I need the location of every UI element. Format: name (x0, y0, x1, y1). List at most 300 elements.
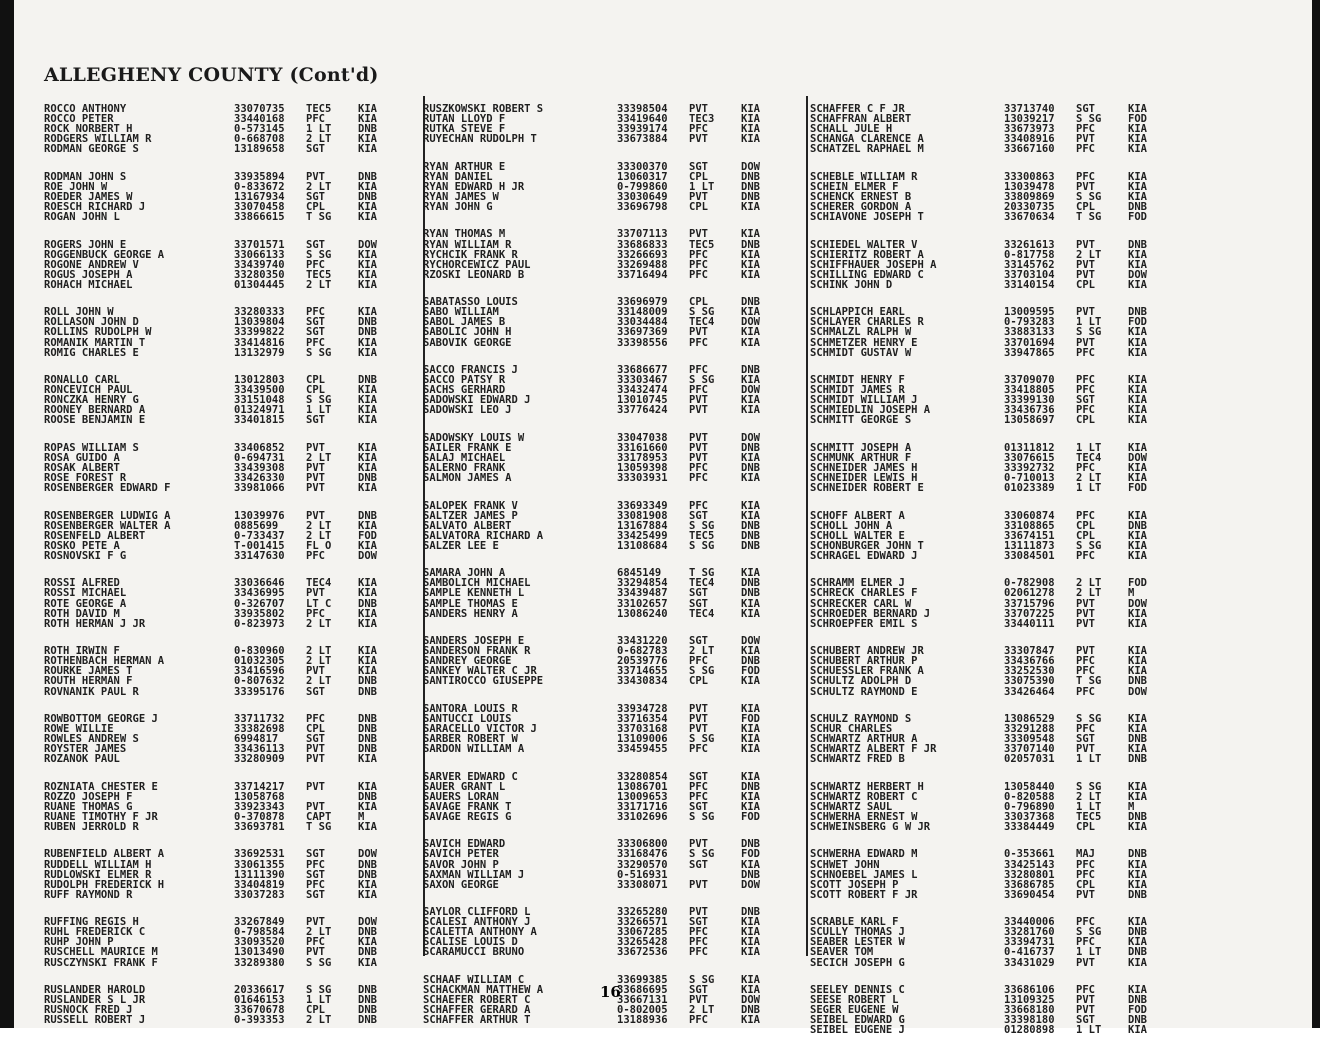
entry-name: ROTH HERMAN J JR (44, 617, 146, 630)
entry-rank: T SG (689, 567, 715, 580)
entry-rank: PFC (1076, 983, 1095, 996)
roster-group (44, 714, 414, 764)
entry-serial-number: 0-793283 (1004, 316, 1055, 329)
entry-serial-number: 33148009 (617, 306, 668, 319)
entry-name: SECICH JOSEPH G (810, 956, 905, 969)
entry-name: ROLLASON JOHN D (44, 316, 139, 329)
entry-rank: PFC (1076, 509, 1095, 522)
roster-group (810, 646, 1180, 696)
entry-rank: PFC (306, 549, 325, 562)
entry-rank: SGT (689, 983, 708, 996)
roster-group (423, 501, 795, 551)
roster-group (810, 917, 1180, 967)
entry-serial-number: 33036646 (234, 577, 285, 590)
entry-serial-number: 13109325 (1004, 994, 1055, 1007)
entry-name: ROGERS JOHN E (44, 238, 127, 251)
entry-status: KIA (741, 228, 760, 241)
entry-name: ROYSTER JAMES (44, 743, 127, 756)
entry-rank: PFC (306, 712, 325, 725)
roster-entry (44, 676, 414, 686)
entry-rank: PVT (1076, 597, 1095, 610)
entry-name: SCHIFFHAUER JOSEPH A (810, 258, 937, 271)
entry-rank: PFC (1076, 549, 1095, 562)
roster-group (810, 849, 1180, 899)
entry-rank: PFC (689, 363, 708, 376)
entry-name: SAUERS LORAN (423, 790, 499, 803)
entry-rank: PVT (689, 190, 708, 203)
entry-name: RUSCHELL MAURICE M (44, 946, 158, 959)
entry-status: FOD (1128, 113, 1147, 126)
entry-name: SARDON WILLIAM A (423, 743, 525, 756)
entry-name: RODMAN GEORGE S (44, 143, 139, 156)
roster-entry (810, 415, 1180, 425)
entry-status: DOW (741, 316, 760, 329)
entry-rank: 1 LT (1076, 753, 1102, 766)
entry-name: SCHWARTZ SAUL (810, 800, 893, 813)
entry-name: ROSENBERGER LUDWIG A (44, 509, 171, 522)
entry-status: KIA (358, 936, 377, 949)
entry-name: SALVATORA RICHARD A (423, 529, 544, 542)
entry-status: DOW (1128, 451, 1147, 464)
entry-name: SCHMALZL RALPH W (810, 326, 912, 339)
entry-serial-number: 33267849 (234, 916, 285, 929)
entry-serial-number: 33686106 (1004, 983, 1055, 996)
roster-entry (810, 551, 1180, 561)
entry-rank: PFC (689, 946, 708, 959)
entry-name: SCALISE LOUIS D (423, 936, 518, 949)
entry-name: SANTIROCCO GIUSEPPE (423, 675, 544, 688)
entry-serial-number: 33673884 (617, 133, 668, 146)
entry-serial-number: 33281760 (1004, 926, 1055, 939)
entry-status: DNB (358, 685, 377, 698)
entry-rank: S SG (689, 848, 715, 861)
entry-name: SCHROEDER BERNARD J (810, 607, 931, 620)
entry-status: DNB (1128, 675, 1147, 688)
left-scan-border (0, 0, 14, 1028)
entry-rank: PFC (689, 258, 708, 271)
entry-name: SANKEY WALTER C JR (423, 665, 537, 678)
roster-entry (423, 134, 795, 144)
entry-serial-number: 0-782908 (1004, 577, 1055, 590)
entry-rank: SGT (306, 190, 325, 203)
entry-name: SAXMAN WILLIAM J (423, 868, 525, 881)
entry-rank: PVT (306, 509, 325, 522)
entry-name: ROSE FOREST R (44, 472, 127, 485)
entry-status: KIA (358, 451, 377, 464)
entry-status: KIA (1128, 712, 1147, 725)
entry-name: ROSNOVSKI F G (44, 549, 127, 562)
entry-rank: PVT (689, 702, 708, 715)
entry-serial-number: 33686785 (1004, 878, 1055, 891)
entry-rank: PFC (306, 936, 325, 949)
entry-name: RUDLOWSKI ELMER R (44, 868, 152, 881)
entry-name: SEIBEL EDWARD G (810, 1014, 905, 1027)
entry-serial-number: 33280801 (1004, 868, 1055, 881)
entry-status: KIA (1128, 607, 1147, 620)
entry-serial-number: 33693781 (234, 821, 285, 834)
entry-rank: PVT (1076, 133, 1095, 146)
entry-status: DNB (358, 472, 377, 485)
entry-status: KIA (1128, 123, 1147, 136)
entry-status: DNB (358, 733, 377, 746)
roster-entry (423, 676, 795, 686)
entry-serial-number: 20539776 (617, 655, 668, 668)
entry-name: SEIBEL EUGENE J (810, 1024, 905, 1037)
entry-status: DOW (1128, 268, 1147, 281)
entry-rank: CPL (306, 1004, 325, 1017)
entry-name: SEABER LESTER W (810, 936, 905, 949)
entry-serial-number: 01324971 (234, 404, 285, 417)
entry-name: RUDOLPH FREDERICK H (44, 878, 165, 891)
entry-rank: PFC (1076, 858, 1095, 871)
entry-status: KIA (741, 1014, 760, 1027)
entry-name: SCHMIDT WILLIAM J (810, 394, 918, 407)
entry-status: KIA (1128, 278, 1147, 291)
entry-name: SALOPEK FRANK V (423, 499, 518, 512)
entry-rank: PFC (689, 655, 708, 668)
entry-rank: SGT (689, 597, 708, 610)
roster-group (423, 907, 795, 957)
entry-status: KIA (1128, 190, 1147, 203)
entry-status: KIA (358, 607, 377, 620)
entry-serial-number: 33707140 (1004, 743, 1055, 756)
entry-rank: PVT (306, 587, 325, 600)
entry-serial-number: 33701571 (234, 238, 285, 251)
entry-name: RUANE TIMOTHY F JR (44, 810, 158, 823)
entry-rank: SGT (689, 635, 708, 648)
entry-serial-number: 33280854 (617, 770, 668, 783)
entry-name: SCHAAF WILLIAM C (423, 973, 525, 986)
entry-serial-number: 33776424 (617, 404, 668, 417)
entry-status: DNB (741, 296, 760, 309)
entry-status: KIA (358, 113, 377, 126)
entry-serial-number: 33401815 (234, 414, 285, 427)
entry-name: SEGER EUGENE W (810, 1004, 899, 1017)
entry-rank: S SG (1076, 926, 1102, 939)
entry-rank: PFC (689, 462, 708, 475)
entry-serial-number: 33699385 (617, 973, 668, 986)
entry-status: KIA (1128, 617, 1147, 630)
entry-serial-number: 33883133 (1004, 326, 1055, 339)
entry-status: KIA (358, 394, 377, 407)
entry-serial-number: 0-416737 (1004, 946, 1055, 959)
entry-serial-number: 33070458 (234, 201, 285, 214)
entry-rank: 1 LT (1076, 316, 1102, 329)
entry-serial-number: 0-733437 (234, 529, 285, 542)
entry-serial-number: 33266571 (617, 916, 668, 929)
entry-rank: PVT (306, 780, 325, 793)
entry-serial-number: 33093520 (234, 936, 285, 949)
entry-rank: PFC (689, 248, 708, 261)
entry-rank: PFC (689, 268, 708, 281)
entry-rank: PVT (306, 753, 325, 766)
entry-rank: SGT (306, 848, 325, 861)
entry-status: DNB (1128, 994, 1147, 1007)
entry-status: KIA (741, 800, 760, 813)
entry-status: KIA (358, 821, 377, 834)
entry-rank: TEC5 (1076, 810, 1102, 823)
entry-rank: SGT (689, 916, 708, 929)
entry-rank: PVT (689, 994, 708, 1007)
entry-name: SCHULZ RAYMOND S (810, 712, 912, 725)
roster-group (810, 240, 1180, 290)
entry-rank: PFC (1076, 665, 1095, 678)
entry-name: SCHWET JOHN (810, 858, 880, 871)
entry-status: KIA (741, 645, 760, 658)
entry-serial-number: 33280909 (234, 753, 285, 766)
entry-serial-number: 33076615 (1004, 451, 1055, 464)
entry-name: SABOLIC JOHN H (423, 326, 512, 339)
entry-name: SALZER LEE E (423, 539, 499, 552)
roster-group (44, 578, 414, 628)
entry-status: KIA (741, 790, 760, 803)
entry-name: ROCCO ANTHONY (44, 103, 127, 115)
entry-name: RUHP JOHN P (44, 936, 114, 949)
entry-name: RUSNOCK FRED J (44, 1004, 133, 1017)
entry-rank: PVT (689, 451, 708, 464)
roster-entry (423, 270, 795, 280)
entry-status: KIA (358, 665, 377, 678)
entry-serial-number: 0-393353 (234, 1014, 285, 1027)
roster-entry (810, 619, 1180, 629)
entry-serial-number: 33707225 (1004, 607, 1055, 620)
entry-rank: PVT (1076, 607, 1095, 620)
entry-serial-number: 33171716 (617, 800, 668, 813)
entry-serial-number: 33426464 (1004, 685, 1055, 698)
entry-serial-number: 0-798584 (234, 926, 285, 939)
entry-rank: CPL (1076, 529, 1095, 542)
entry-rank: S SG (1076, 712, 1102, 725)
entry-rank: 2 LT (1076, 790, 1102, 803)
entry-serial-number: 01304445 (234, 278, 285, 291)
entry-status: KIA (741, 306, 760, 319)
entry-rank: PVT (1076, 336, 1095, 349)
entry-name: SEESE ROBERT L (810, 994, 899, 1007)
entry-status: KIA (741, 326, 760, 339)
entry-name: SCHMUNK ARTHUR F (810, 451, 912, 464)
entry-name: SADOWSKI EDWARD J (423, 394, 531, 407)
entry-serial-number: 33714217 (234, 780, 285, 793)
entry-name: SALERNO FRANK (423, 462, 506, 475)
entry-name: SCHOFF ALBERT A (810, 509, 905, 522)
entry-rank: PFC (1076, 123, 1095, 136)
entry-rank: SGT (306, 143, 325, 156)
entry-name: SCHUBERT ARTHUR P (810, 655, 918, 668)
roster-entry (423, 1015, 795, 1025)
entry-status: DNB (741, 363, 760, 376)
entry-rank: SGT (306, 733, 325, 746)
entry-name: SCALESI ANTHONY J (423, 916, 531, 929)
entry-status: DNB (358, 712, 377, 725)
entry-serial-number: 33178953 (617, 451, 668, 464)
roster-entry (423, 609, 795, 619)
entry-serial-number: 33266693 (617, 248, 668, 261)
entry-rank: CPL (689, 296, 708, 309)
entry-status: DNB (1128, 201, 1147, 214)
entry-name: SCHILLING EDWARD C (810, 268, 924, 281)
entry-rank: PVT (1076, 617, 1095, 630)
entry-name: SEELEY DENNIS C (810, 983, 905, 996)
entry-status: KIA (1128, 878, 1147, 891)
entry-serial-number: 33431220 (617, 635, 668, 648)
entry-rank: SGT (306, 316, 325, 329)
entry-status: KIA (358, 482, 377, 495)
entry-serial-number: 33981066 (234, 482, 285, 495)
entry-status: KIA (358, 780, 377, 793)
entry-rank: TEC3 (689, 113, 715, 126)
entry-serial-number: 33140154 (1004, 278, 1055, 291)
entry-serial-number: 33398556 (617, 336, 668, 349)
entry-status: M (358, 810, 365, 823)
entry-serial-number: 01646153 (234, 994, 285, 1007)
entry-rank: PFC (689, 790, 708, 803)
entry-rank: PFC (689, 499, 708, 512)
entry-name: SCHULTZ RAYMOND E (810, 685, 918, 698)
entry-status: KIA (1128, 529, 1147, 542)
entry-rank: 1 LT (306, 404, 332, 417)
entry-rank: PVT (1076, 743, 1095, 756)
entry-rank: CPL (1076, 821, 1095, 834)
entry-name: SALMON JAMES A (423, 472, 512, 485)
entry-serial-number: 33300370 (617, 160, 668, 173)
entry-name: ROONEY BERNARD A (44, 404, 146, 417)
entry-rank: PVT (1076, 238, 1095, 251)
entry-name: SCHWARTZ ALBERT F JR (810, 743, 937, 756)
roster-group (44, 375, 414, 425)
entry-serial-number: 33151048 (234, 394, 285, 407)
entry-rank: PFC (689, 472, 708, 485)
entry-serial-number: 0-682783 (617, 645, 668, 658)
entry-name: SARBER ROBERT W (423, 733, 518, 746)
entry-name: SAVICH EDWARD (423, 838, 506, 851)
entry-status: KIA (1128, 404, 1147, 417)
entry-status: KIA (1128, 790, 1147, 803)
entry-status: KIA (1128, 665, 1147, 678)
roster-entry (44, 348, 414, 358)
entry-status: FOD (1128, 316, 1147, 329)
entry-status: FOD (1128, 211, 1147, 224)
entry-serial-number: 13009653 (617, 790, 668, 803)
entry-serial-number: 02061278 (1004, 587, 1055, 600)
entry-serial-number: 33308071 (617, 878, 668, 891)
entry-status: KIA (741, 451, 760, 464)
entry-status: KIA (1128, 336, 1147, 349)
entry-rank: 2 LT (306, 675, 332, 688)
roster-entry (810, 676, 1180, 686)
entry-rank: SGT (689, 587, 708, 600)
entry-rank: 1 LT (306, 994, 332, 1007)
entry-name: SCHALL JULE H (810, 123, 893, 136)
roster-entry (44, 754, 414, 764)
roster-entry (44, 822, 414, 832)
entry-name: ROTHENBACH HERMAN A (44, 655, 165, 668)
entry-status: DNB (358, 374, 377, 387)
entry-status: DNB (741, 190, 760, 203)
roster-entry (810, 483, 1180, 493)
entry-status: KIA (741, 936, 760, 949)
roster-group (810, 443, 1180, 493)
entry-name: SCHRAGEL EDWARD J (810, 549, 918, 562)
entry-status: KIA (741, 499, 760, 512)
entry-name: RUSSELL ROBERT J (44, 1014, 146, 1027)
entry-serial-number: 33108865 (1004, 519, 1055, 532)
entry-serial-number: 33307847 (1004, 645, 1055, 658)
entry-serial-number: 33436113 (234, 743, 285, 756)
roster-group (810, 511, 1180, 561)
entry-rank: PVT (689, 103, 708, 115)
entry-status: DNB (1128, 733, 1147, 746)
entry-status: KIA (358, 617, 377, 630)
entry-name: SAMPLE THOMAS E (423, 597, 518, 610)
entry-status: KIA (1128, 956, 1147, 969)
entry-rank: T SG (1076, 675, 1102, 688)
entry-name: ROGONE ANDREW V (44, 258, 139, 271)
entry-status: DNB (1128, 753, 1147, 766)
entry-rank: CPL (1076, 278, 1095, 291)
entry-name: SCHWARTZ ROBERT C (810, 790, 918, 803)
entry-rank: PFC (306, 336, 325, 349)
entry-serial-number: 33670678 (234, 1004, 285, 1017)
entry-name: RUBEN JERROLD R (44, 821, 139, 834)
entry-status: KIA (358, 441, 377, 454)
entry-status: FOD (741, 810, 760, 823)
roster-entry (44, 415, 414, 425)
entry-name: RUDDELL WILLIAM H (44, 858, 152, 871)
entry-rank: PVT (1076, 888, 1095, 901)
entry-name: SEAVER TOM (810, 946, 874, 959)
entry-status: KIA (741, 597, 760, 610)
entry-name: ROSSI ALFRED (44, 577, 120, 590)
entry-status: FOD (741, 848, 760, 861)
entry-rank: SGT (1076, 733, 1095, 746)
entry-status: KIA (741, 926, 760, 939)
entry-status: KIA (1128, 645, 1147, 658)
entry-name: SALVATO ALBERT (423, 519, 512, 532)
entry-name: RODGERS WILLIAM R (44, 133, 152, 146)
entry-rank: S SG (1076, 326, 1102, 339)
entry-rank: 2 LT (1076, 248, 1102, 261)
entry-name: SCHLAYER CHARLES R (810, 316, 924, 329)
entry-name: SCHACKMAN MATTHEW A (423, 983, 544, 996)
entry-serial-number: 33037283 (234, 888, 285, 901)
entry-rank: PVT (689, 712, 708, 725)
entry-rank: 1 LT (1076, 800, 1102, 813)
entry-serial-number: 33696979 (617, 296, 668, 309)
entry-name: ROTH IRWIN F (44, 645, 120, 658)
entry-status: KIA (358, 404, 377, 417)
entry-rank: 2 LT (306, 655, 332, 668)
entry-rank: PVT (689, 394, 708, 407)
right-scan-border (1312, 0, 1320, 1028)
entry-serial-number: 33289380 (234, 956, 285, 969)
entry-serial-number: 13111390 (234, 868, 285, 881)
entry-name: SCHWARTZ FRED B (810, 753, 905, 766)
entry-rank: PVT (1076, 1004, 1095, 1017)
entry-serial-number: 13058440 (1004, 780, 1055, 793)
entry-serial-number: 13039478 (1004, 180, 1055, 193)
entry-name: RYAN WILLIAM R (423, 238, 512, 251)
entry-serial-number: 13189658 (234, 143, 285, 156)
entry-rank: PFC (1076, 722, 1095, 735)
entry-serial-number: 33709070 (1004, 374, 1055, 387)
entry-serial-number: 33061355 (234, 858, 285, 871)
entry-rank: SGT (306, 238, 325, 251)
entry-rank: S SG (306, 983, 332, 996)
entry-serial-number: 33102657 (617, 597, 668, 610)
entry-status: DNB (358, 926, 377, 939)
entry-name: ROEDER JAMES W (44, 190, 133, 203)
entry-serial-number: 33261613 (1004, 238, 1055, 251)
